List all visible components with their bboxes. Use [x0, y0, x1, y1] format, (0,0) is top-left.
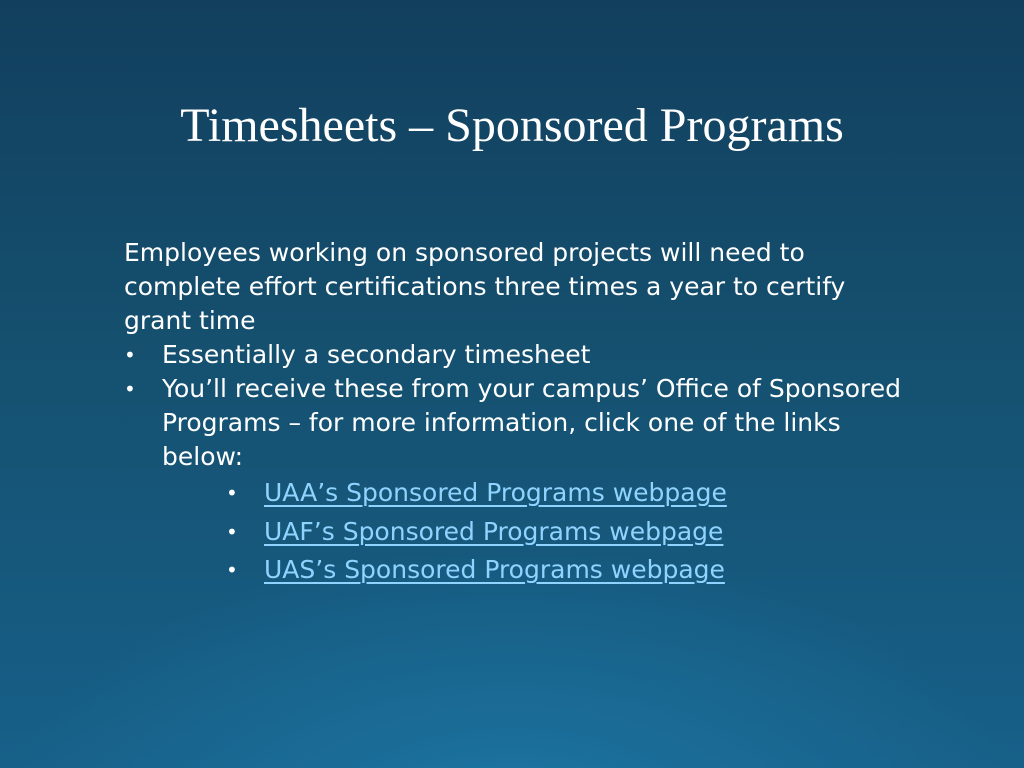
link-list	[124, 474, 914, 590]
bullet-icon: •	[226, 481, 238, 505]
uas-sponsored-programs-link[interactable]: UAS’s Sponsored Programs webpage	[264, 555, 725, 584]
link-item-uas	[226, 551, 914, 590]
uaf-sponsored-programs-link[interactable]: UAF’s Sponsored Programs webpage	[264, 516, 724, 546]
bullet-icon: •	[226, 519, 238, 544]
bullet-list	[124, 338, 914, 474]
bullet-icon: •	[124, 377, 136, 401]
bullet-text: You’ll receive these from your campus’ Office of Sponsored Programs – for more information, click one of the links below:	[162, 374, 902, 471]
bullet-item-secondary-timesheet	[124, 338, 914, 372]
slide-title: Timesheets – Sponsored Programs	[180, 99, 844, 152]
link-item-uaa	[226, 474, 914, 513]
link-item-uaf	[226, 513, 914, 552]
uaa-sponsored-programs-link[interactable]: UAA’s Sponsored Programs webpage	[264, 478, 727, 507]
bullet-icon: •	[226, 558, 238, 582]
intro-paragraph: Employees working on sponsored projects will need to complete effort certifications three times a year to certify grant time	[124, 238, 846, 335]
bullet-item-office-info	[124, 372, 914, 474]
bullet-text: Essentially a secondary timesheet	[162, 340, 591, 369]
slide-body	[124, 236, 914, 590]
bullet-icon: •	[124, 343, 136, 367]
